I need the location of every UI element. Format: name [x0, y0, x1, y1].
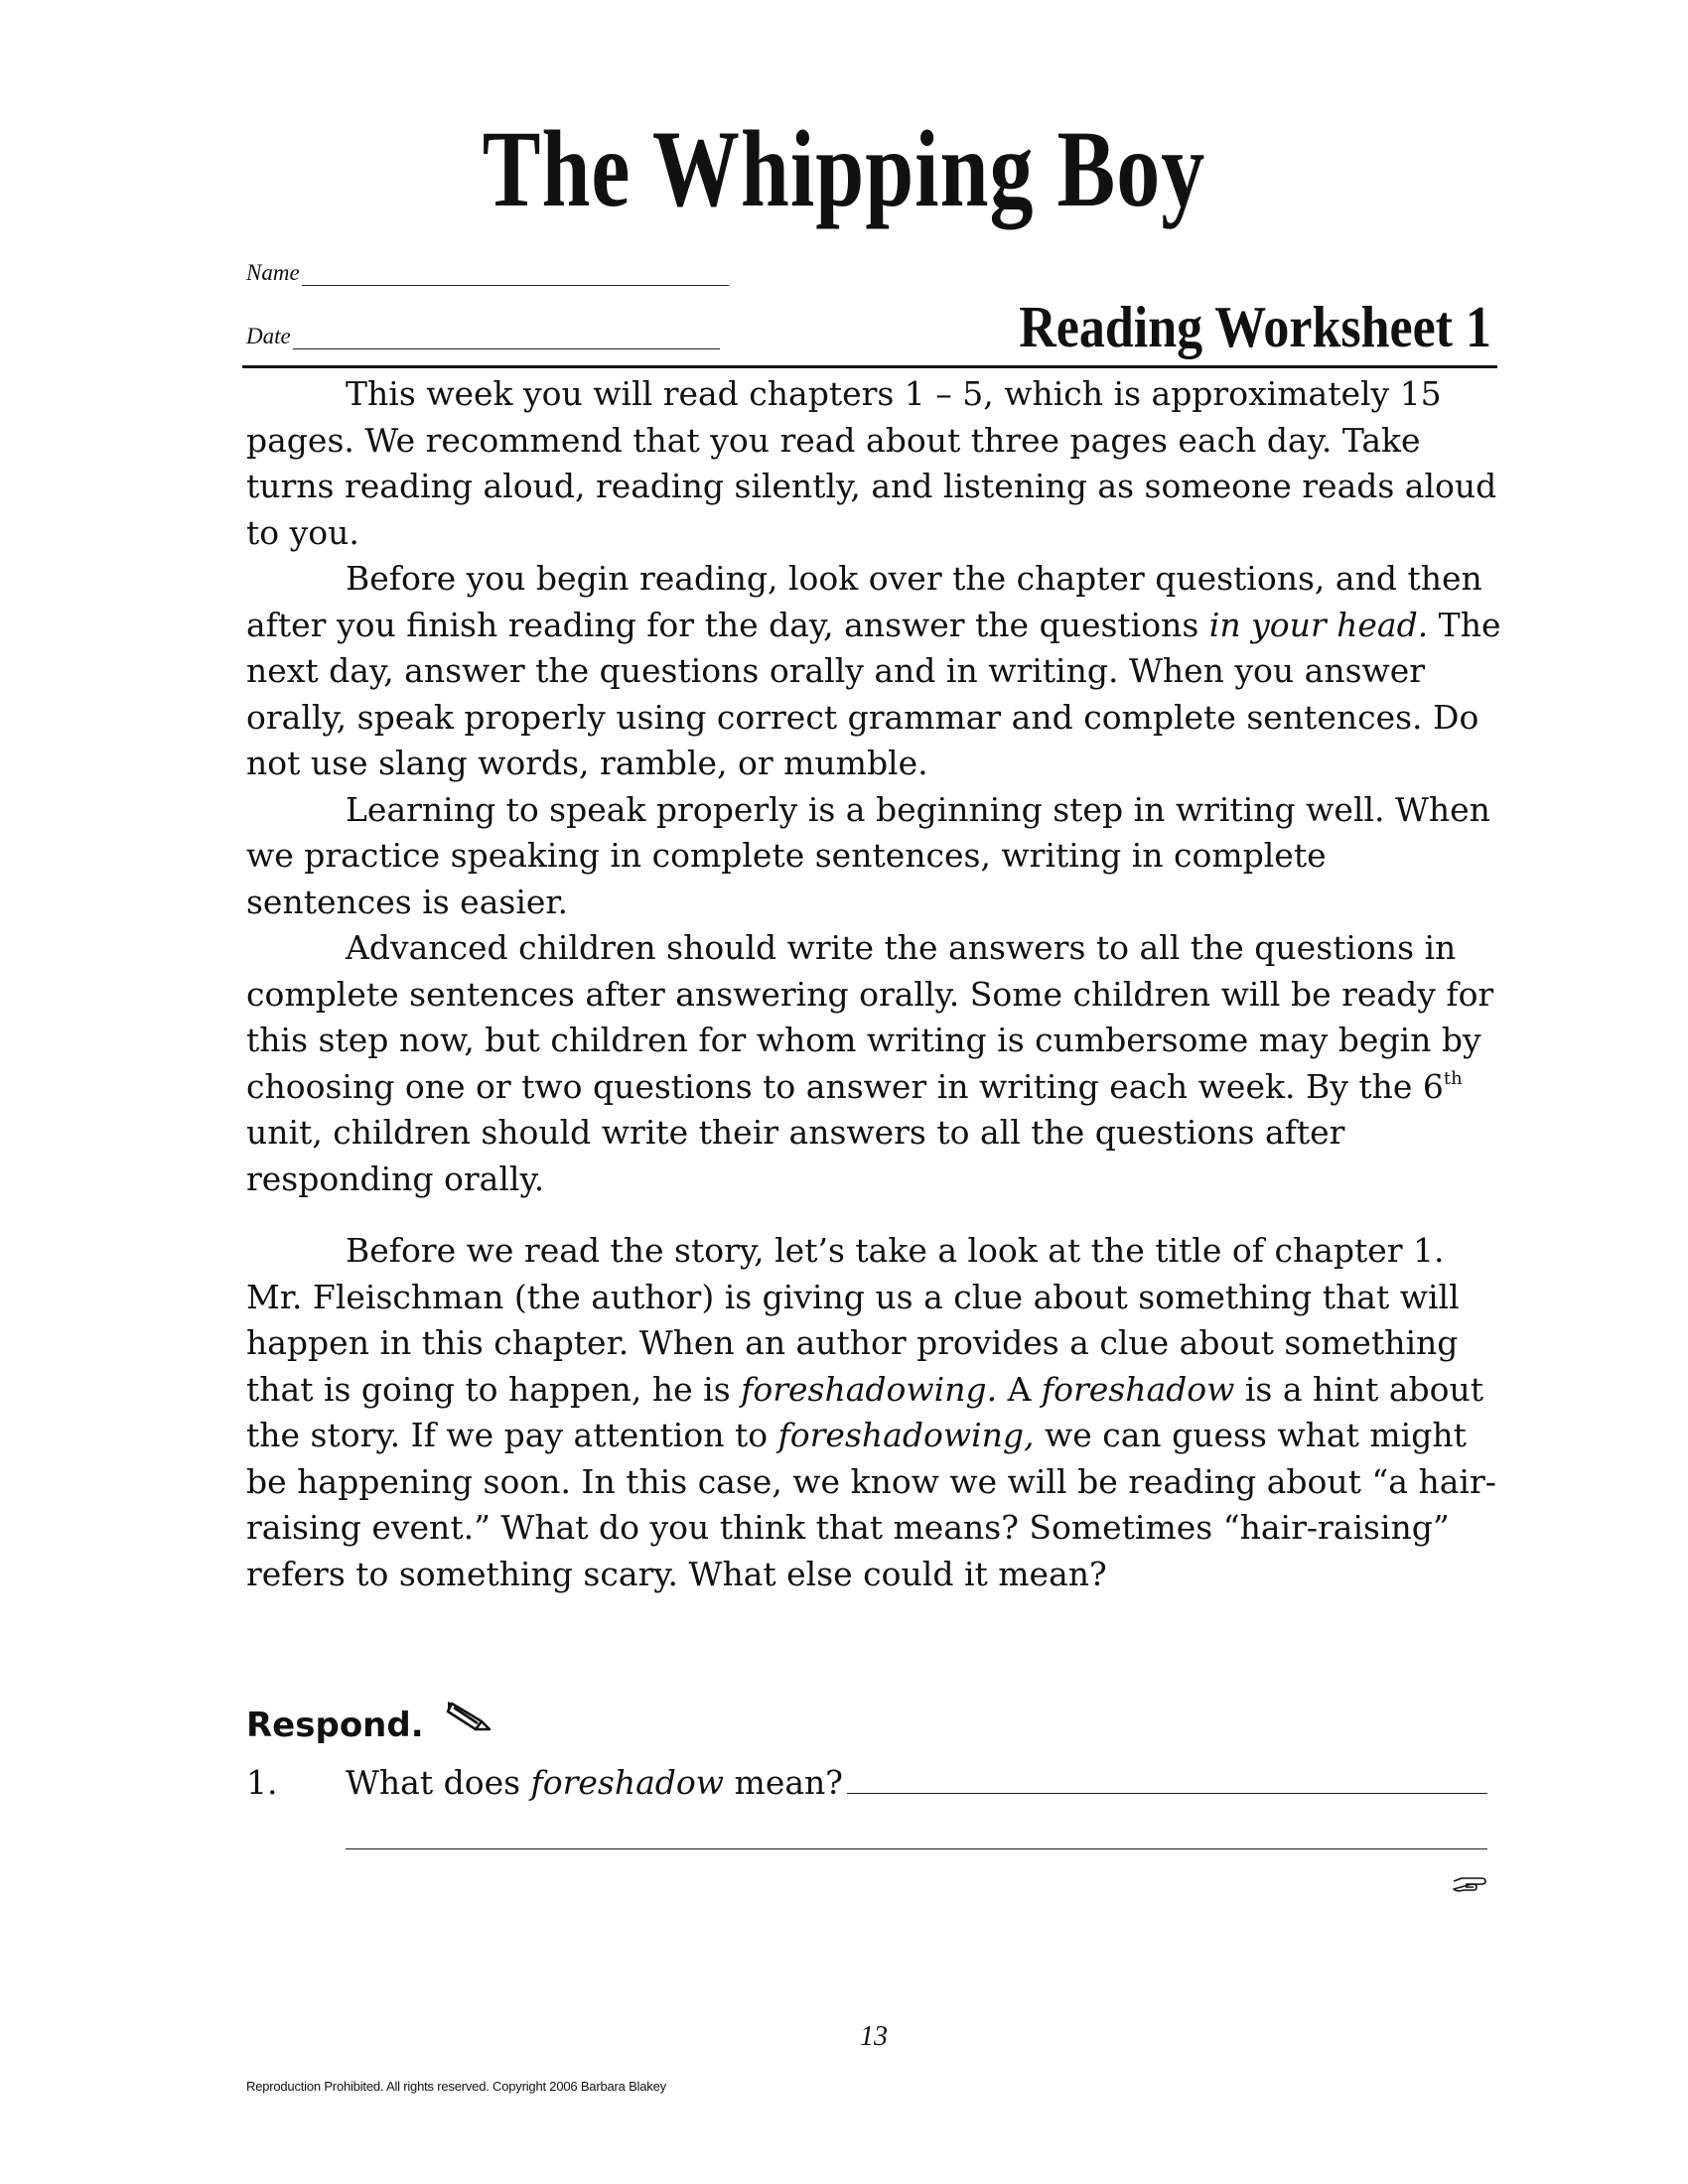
question-1 [246, 1759, 1487, 1802]
name-line[interactable] [302, 265, 729, 286]
answer-line-2[interactable] [346, 1848, 1487, 1849]
paragraph-5: Before we read the story, let’s take a look at the title of chapter 1. Mr. Fleischman (the author) is giving us a clue about something that will happen in this chapter. When an author provides a clue about something that is going to happen, he is foreshadowing. A foreshadow is a hint about the story. If we pay attention to foreshadowing, we can guess what might be happening soon. In this case, we know we will be reading about “a hair-raising event.” What do you think that means? Sometimes “hair-raising” refers to something scary. What else could it mean? [246, 1231, 1496, 1593]
question-number: 1. [246, 1763, 278, 1802]
answer-line-1[interactable] [847, 1759, 1487, 1794]
pencil-icon [446, 1698, 493, 1733]
paragraph-2: Before you begin reading, look over the chapter questions, and then after you finish reading for the day, answer the questions in your head. The next day, answer the questions orally and in writing. When you answer orally, speak properly using correct grammar and complete sentences. Do not use slang words, ramble, or mumble. [246, 559, 1501, 782]
document-title: The Whipping Boy [482, 109, 1206, 230]
paragraph-4: Advanced children should write the answers to all the questions in complete sentences after answering orally. Some children will be ready for this step now, but children for whom writing is cumbersome may begin by choosing one or two questions to answer in writing each week. By the 6th unit, children should write their answers to all the questions after responding orally. [246, 928, 1494, 1198]
name-field[interactable] [246, 260, 729, 286]
instructions-body [246, 371, 1501, 1597]
page-number: 13 [860, 2021, 888, 2052]
question-text: What does foreshadow mean? [346, 1763, 843, 1802]
paragraph-1: This week you will read chapters 1 – 5, which is approximately 15 pages. We recommend that you read about three pages each day. Take turns reading aloud, reading silently, and listening as someone reads aloud to you. [246, 374, 1497, 552]
date-line[interactable] [293, 329, 720, 349]
date-label: Date [246, 324, 291, 348]
pointing-hand-icon [1452, 1874, 1487, 1896]
copyright-footer: Reproduction Prohibited. All rights reserved. Copyright 2006 Barbara Blakey [246, 2079, 666, 2094]
header-rule [242, 365, 1497, 368]
worksheet-title: Reading Worksheet 1 [1019, 295, 1491, 360]
paragraph-3: Learning to speak properly is a beginning step in writing well. When we practice speaking in complete sentences, writing in complete sentences is easier. [246, 789, 1490, 921]
name-label: Name [246, 260, 300, 285]
date-field[interactable] [246, 324, 720, 349]
respond-heading: Respond. [246, 1706, 493, 1745]
